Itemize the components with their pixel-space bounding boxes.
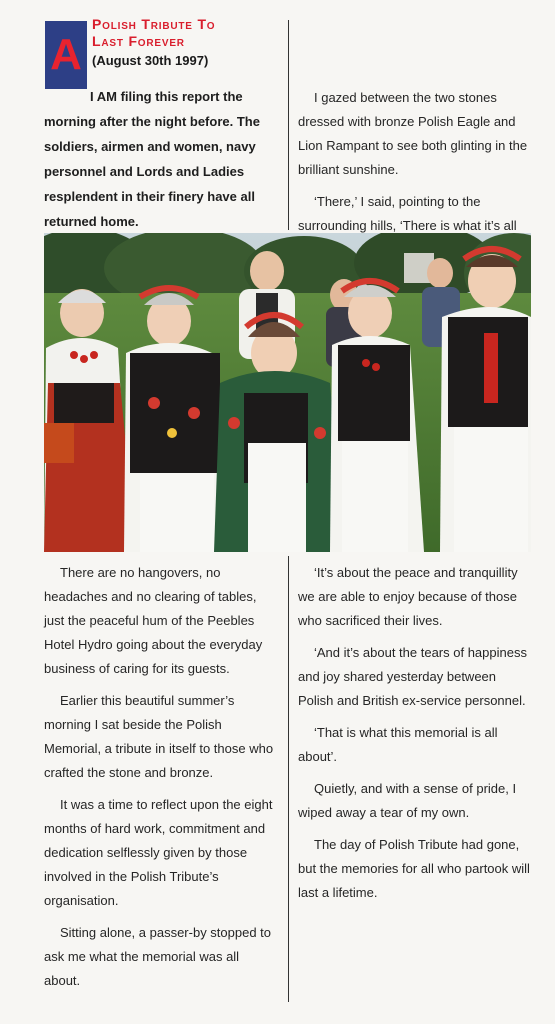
paragraph: Earlier this beautiful summer’s morning I sat beside the Polish Memorial, a tribute in itself to those who crafted the stone and bronze.	[44, 693, 274, 780]
headline-line-1: Polish Tribute To	[92, 16, 216, 32]
group-photo	[44, 233, 531, 552]
paragraph: I gazed between the two stones dressed with bronze Polish Eagle and Lion Rampant to see both glinting in the brilliant sunshine.	[298, 90, 528, 177]
paragraph: Sitting alone, a passer-by stopped to ask me what the memorial was all about.	[44, 925, 272, 988]
paragraph: ‘It’s about the peace and tranquillity we are able to enjoy because of those who sacrificed their lives.	[298, 565, 518, 628]
article-headline	[92, 16, 282, 50]
paragraph: ‘That is what this memorial is all about’.	[298, 725, 498, 764]
paragraph: ‘There,’ I said, pointing to the surrounding hills, ‘There is what it’s all	[298, 194, 517, 233]
paragraph: There are no hangovers, no headaches and no clearing of tables, just the peaceful hum of the Peebles Hotel Hydro going about the everyday business of caring for its guests.	[44, 565, 263, 676]
paragraph: It was a time to reflect upon the eight months of hard work, commitment and dedication selflessly given by those involved in the Polish Tribute’s organisation.	[44, 797, 273, 908]
headline-line-2: Last Forever	[92, 33, 185, 49]
paragraph: The day of Polish Tribute had gone, but the memories for all who partook will last a lifetime.	[298, 837, 530, 900]
intro-paragraph	[44, 84, 282, 234]
paragraph: ‘And it’s about the tears of happiness and joy shared yesterday between Polish and British ex-service personnel.	[298, 645, 527, 708]
article-date: (August 30th 1997)	[92, 53, 209, 68]
paragraph: Quietly, and with a sense of pride, I wiped away a tear of my own.	[298, 781, 517, 820]
right-column-bottom	[298, 561, 534, 913]
column-divider-top	[288, 20, 289, 230]
column-divider-bottom	[288, 556, 289, 1002]
left-column-bottom	[44, 561, 278, 1001]
dropcap-letter: A	[45, 21, 87, 89]
intro-text: I AM filing this report the morning after the night before. The soldiers, airmen and women, navy personnel and Lords and Ladies resplendent in their finery have all returned home.	[44, 89, 260, 229]
